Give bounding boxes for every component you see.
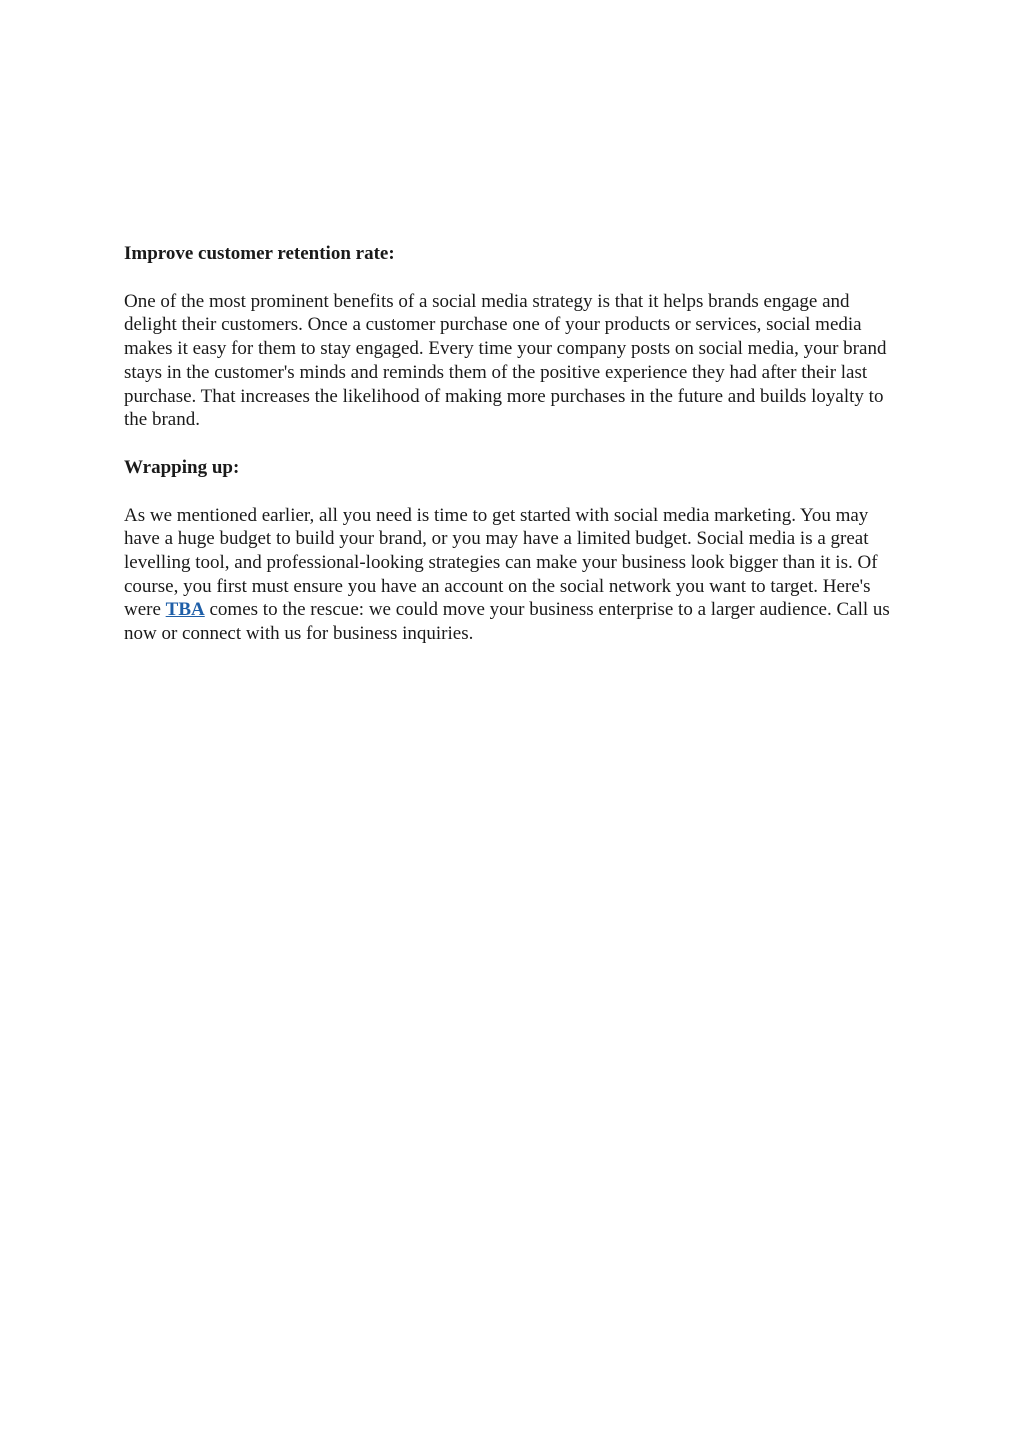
wrapping-up-text-end: comes to the rescue: we could move your business enterprise to a larger audience. Call us now or connect with us for business inquiries. <box>124 599 890 645</box>
wrapping-up-paragraph <box>124 504 904 646</box>
tba-link[interactable]: TBA <box>165 599 205 621</box>
wrapping-up-text-start: As we mentioned earlier, all you need is time to get started with social media marketing. You may have a huge budget to build your brand, or you may have a limited budget. Social media is a great levelling tool, and professional-looking strategies can make your business look bigger than it is. Of course, you first must ensure you have an account on the social network you want to target. Here's were <box>124 504 878 621</box>
section-heading-wrapping-up: Wrapping up: <box>124 456 240 478</box>
section-heading-retention: Improve customer retention rate: <box>124 243 395 264</box>
retention-paragraph: One of the most prominent benefits of a social media strategy is that it helps brands engage and delight their customers. Once a customer purchase one of your products or services, social media makes it easy for them to stay engaged. Every time your company posts on social media, your brand stays in the customer's minds and reminds them of the positive experience they had after their last purchase. That increases the likelihood of making more purchases in the future and builds loyalty to the brand. <box>124 290 887 431</box>
document-page <box>124 242 904 670</box>
